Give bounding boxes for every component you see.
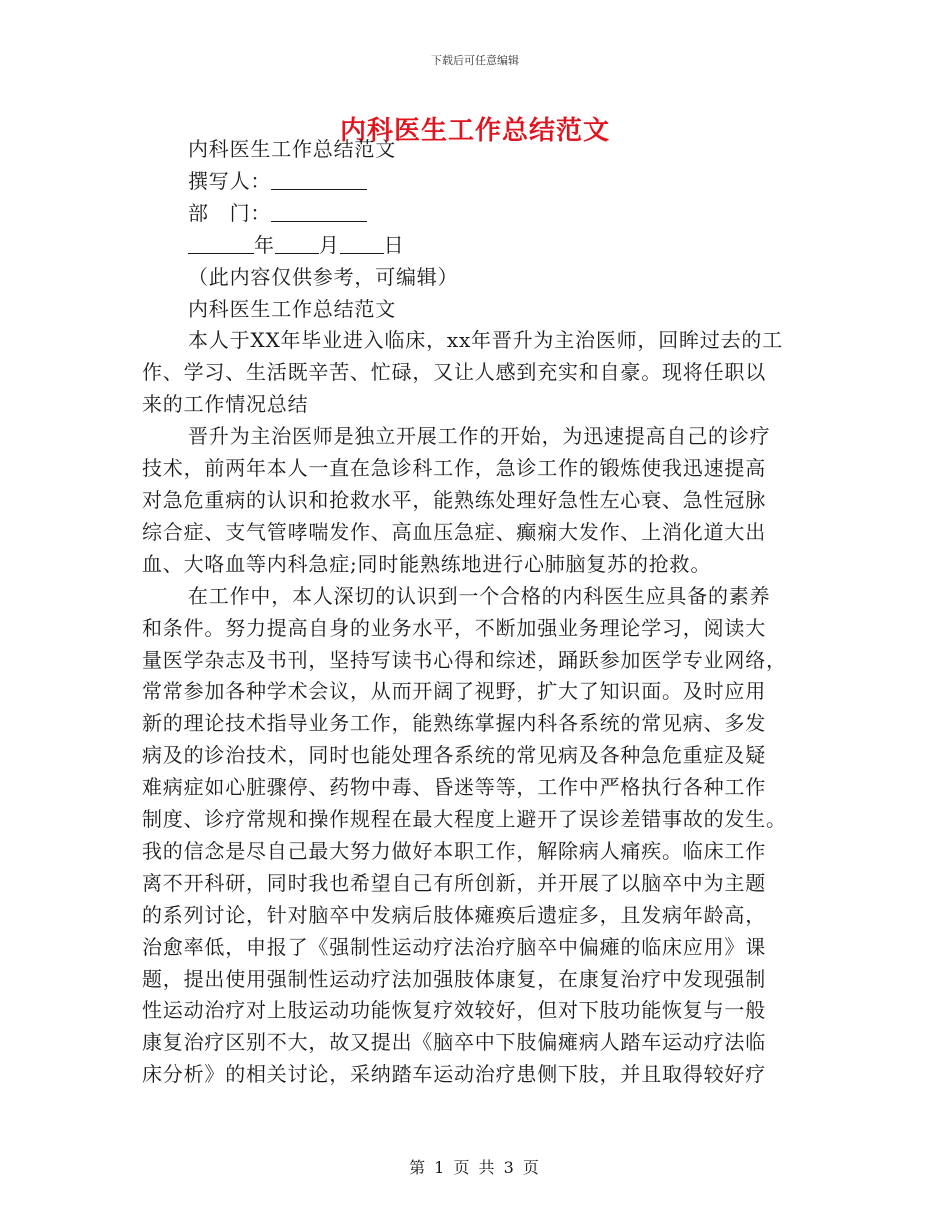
day-label: 日 — [383, 232, 405, 257]
year-blank — [188, 233, 254, 254]
paragraph-line: 我的信念是尽自己最大努力做好本职工作，解除病人痛疾。临床工作 — [142, 838, 766, 863]
paragraph-line: 量医学杂志及书刊，坚持写读书心得和综述，踊跃参加医学专业网络， — [142, 647, 787, 672]
department-field — [142, 198, 817, 230]
paragraph-line: 病及的诊治技术，同时也能处理各系统的常见病及各种急危重症及疑 — [142, 743, 766, 768]
paragraph-line: 的系列讨论，针对脑卒中发病后肢体瘫痪后遗症多，且发病年龄高， — [142, 902, 766, 927]
department-blank — [271, 201, 367, 222]
paragraph-line: 床分析》的相关讨论，采纳踏车运动治疗患侧下肢，并且取得较好疗 — [142, 1062, 766, 1087]
day-blank — [340, 233, 384, 254]
department-label: 部 门： — [188, 200, 272, 225]
paragraph-line: 常常参加各种学术会议，从而开阔了视野，扩大了知识面。及时应用 — [142, 679, 766, 704]
paragraph-line: 离不开科研，同时我也希望自己有所创新，并开展了以脑卒中为主题 — [142, 870, 766, 895]
month-label: 月 — [318, 232, 340, 257]
paragraph-line: 制度、诊疗常规和操作规程在最大程度上避开了误诊差错事故的发生。 — [142, 807, 787, 832]
paragraph-line: 新的理论技术指导业务工作，能熟练掌握内科各系统的常见病、多发 — [142, 711, 766, 736]
author-field — [142, 166, 817, 198]
author-label: 撰写人： — [188, 168, 272, 193]
paragraph-line: 本人于XX年毕业进入临床，xx年晋升为主治医师，回眸过去的工 — [188, 328, 784, 353]
paragraph-line: 综合症、支气管哮喘发作、高血压急症、癫痫大发作、上消化道大出 — [142, 519, 766, 544]
paragraph-line: 治愈率低，申报了《强制性运动疗法治疗脑卒中偏瘫的临床应用》课 — [142, 934, 766, 959]
paragraph-line: 在工作中，本人深切的认识到一个合格的内科医生应具备的素养 — [188, 583, 771, 608]
paragraph-line: 难病症如心脏骤停、药物中毒、昏迷等等，工作中严格执行各种工作 — [142, 775, 766, 800]
editable-note: （此内容仅供参考，可编辑） — [188, 264, 459, 289]
paragraph-line: 技术，前两年本人一直在急诊科工作，急诊工作的锻炼使我迅速提高 — [142, 456, 766, 481]
document-body — [142, 134, 817, 1091]
author-blank — [271, 169, 367, 190]
paragraph-line: 性运动治疗对上肢运动功能恢复疗效较好，但对下肢功能恢复与一般 — [142, 998, 766, 1023]
section-heading: 内科医生工作总结范文 — [188, 296, 396, 321]
paragraph-line: 作、学习、生活既辛苦、忙碌，又让人感到充实和自豪。现将任职以 — [142, 360, 766, 385]
paragraph-line: 来的工作情况总结 — [142, 392, 309, 417]
header-note: 下载后可任意编辑 — [431, 54, 519, 67]
document-title: 内科医生工作总结范文 — [339, 116, 610, 146]
paragraph-line: 晋升为主治医师是独立开展工作的开始，为迅速提高自己的诊疗 — [188, 424, 771, 449]
paragraph-line: 和条件。努力提高自身的业务水平，不断加强业务理论学习，阅读大 — [142, 615, 766, 640]
paragraph-line: 对急危重病的认识和抢救水平，能熟练处理好急性左心衰、急性冠脉 — [142, 487, 766, 512]
year-label: 年 — [254, 232, 275, 257]
month-blank — [275, 233, 319, 254]
paragraph-line: 血、大咯血等内科急症;同时能熟练地进行心肺脑复苏的抢救。 — [142, 551, 712, 576]
date-field — [142, 230, 817, 262]
paragraph-line: 康复治疗区别不大，故又提出《脑卒中下肢偏瘫病人踏车运动疗法临 — [142, 1030, 766, 1055]
subtitle: 内科医生工作总结范文 — [188, 137, 396, 161]
page-indicator: 第 1 页 共 3 页 — [409, 1158, 541, 1177]
paragraph-line: 题，提出使用强制性运动疗法加强肢体康复，在康复治疗中发现强制 — [142, 966, 766, 991]
